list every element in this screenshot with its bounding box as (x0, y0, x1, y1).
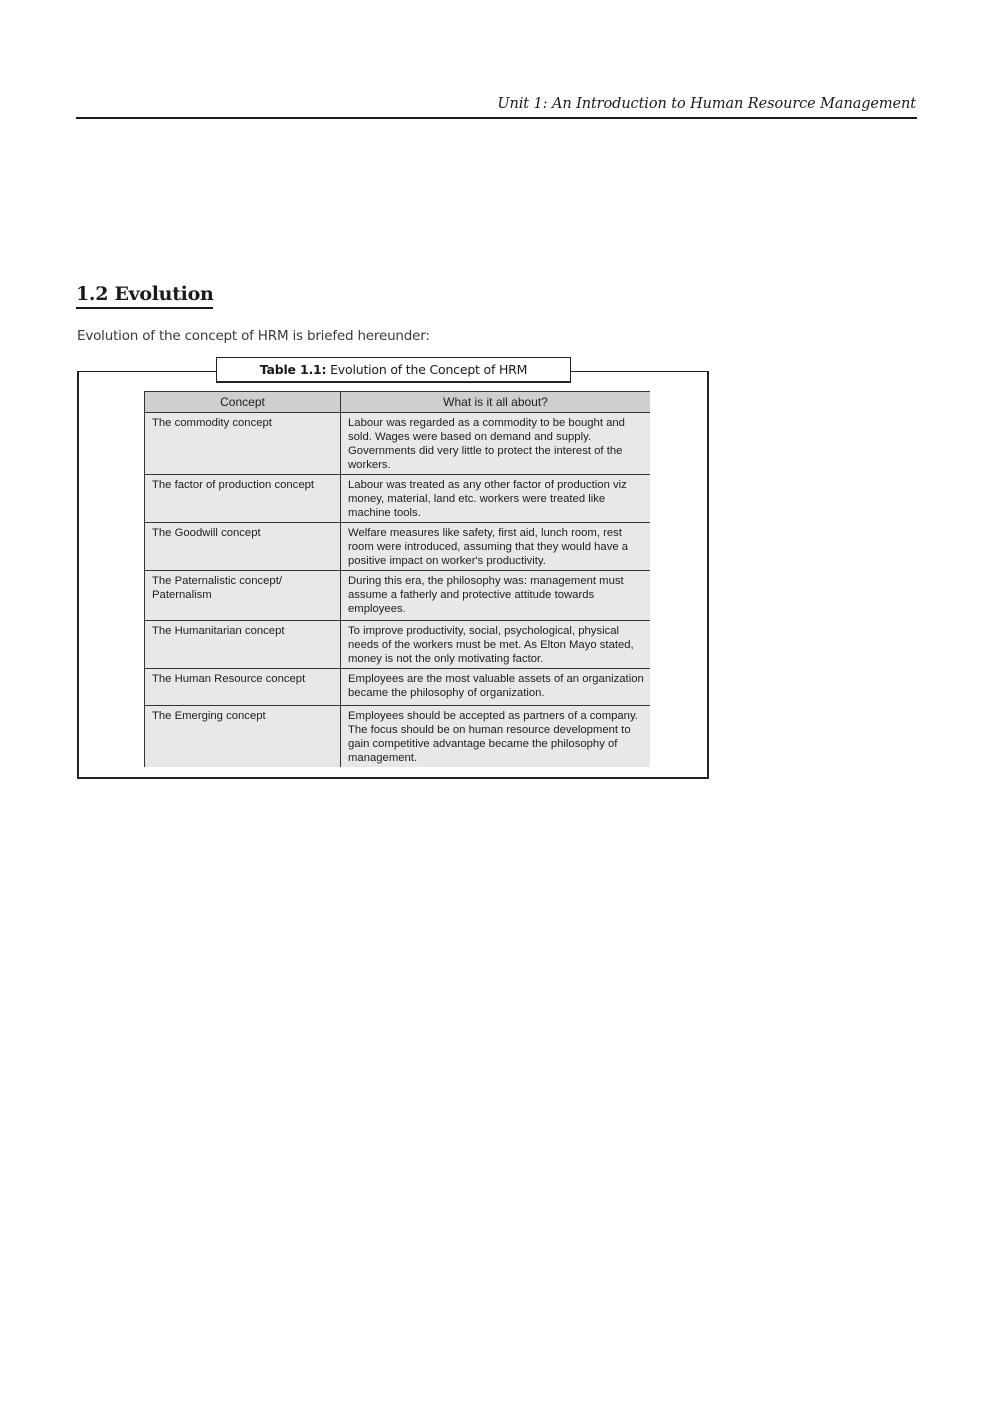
table-header-row (145, 392, 651, 413)
table-caption (216, 357, 571, 383)
table-row (145, 669, 651, 706)
table-row (145, 475, 651, 523)
concept-cell: The Human Resource concept (145, 669, 341, 706)
table-row (145, 621, 651, 669)
concept-cell: The Emerging concept (145, 706, 341, 768)
concept-cell: The Humanitarian concept (145, 621, 341, 669)
intro-paragraph: Evolution of the concept of HRM is briefed hereunder: (77, 328, 430, 344)
evolution-table (144, 391, 650, 767)
table-row (145, 706, 651, 768)
concept-cell: The commodity concept (145, 413, 341, 475)
running-header: Unit 1: An Introduction to Human Resource Management (497, 96, 916, 112)
description-cell: Employees should be accepted as partners of a company. The focus should be on human resource development to gain competitive advantage became the philosophy of management. (341, 706, 651, 768)
description-cell: Labour was regarded as a commodity to be bought and sold. Wages were based on demand and supply. Governments did very little to protect the interest of the workers. (341, 413, 651, 475)
concept-cell: The Goodwill concept (145, 523, 341, 571)
table-caption-label: Table 1.1: (259, 362, 327, 377)
column-header-concept: Concept (145, 392, 341, 413)
table-row (145, 571, 651, 621)
table-row (145, 523, 651, 571)
concept-cell: The factor of production concept (145, 475, 341, 523)
description-cell: Labour was treated as any other factor of production viz money, material, land etc. workers were treated like machine tools. (341, 475, 651, 523)
section-heading: 1.2 Evolution (76, 283, 213, 309)
column-header-description: What is it all about? (341, 392, 651, 413)
description-cell: During this era, the philosophy was: management must assume a fatherly and protective attitude towards employees. (341, 571, 651, 621)
description-cell: Welfare measures like safety, first aid, lunch room, rest room were introduced, assuming that they would have a positive impact on worker's productivity. (341, 523, 651, 571)
table-row (145, 413, 651, 475)
description-cell: Employees are the most valuable assets of an organization became the philosophy of organization. (341, 669, 651, 706)
header-rule (76, 117, 917, 119)
table-caption-text: Evolution of the Concept of HRM (326, 362, 528, 377)
description-cell: To improve productivity, social, psychological, physical needs of the workers must be met. As Elton Mayo stated, money is not the only motivating factor. (341, 621, 651, 669)
concept-cell: The Paternalistic concept/ Paternalism (145, 571, 341, 621)
